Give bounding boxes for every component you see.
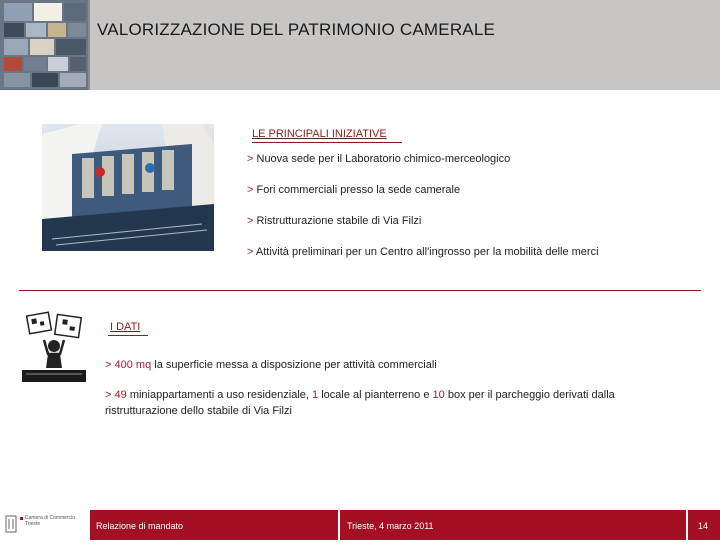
arrow-icon: >: [247, 184, 254, 196]
header-band: [0, 0, 720, 90]
paragraph-text: locale al pianterreno e: [321, 389, 430, 401]
section-heading-data: I DATI: [110, 321, 141, 333]
footer-separator: [338, 510, 340, 540]
initiative-item: [247, 184, 460, 196]
footer-report-label: Relazione di mandato: [96, 521, 184, 531]
header-photo-collage: [0, 0, 90, 90]
data-paragraph-units: [105, 387, 695, 403]
initiative-text: Fori commerciali presso la sede camerale: [256, 184, 461, 196]
footer-place-date: Trieste, 4 marzo 2011: [347, 521, 434, 531]
initiative-text: Ristrutturazione stabile di Via Filzi: [256, 215, 422, 227]
section-heading-underline: [252, 142, 402, 143]
paragraph-text: miniappartamenti a uso residenziale,: [129, 389, 309, 401]
section-heading-underline: [108, 335, 148, 336]
page-title: VALORIZZAZIONE DEL PATRIMONIO CAMERALE: [97, 20, 496, 39]
paragraph-text: la superficie messa a disposizione per attività commerciali: [154, 359, 437, 371]
arrow-icon: >: [247, 153, 254, 165]
paragraph-text: box per il parcheggio derivati dalla: [447, 389, 615, 401]
highlight-value: 49: [114, 389, 127, 401]
initiative-item: [247, 215, 421, 227]
initiative-text: Nuova sede per il Laboratorio chimico-merceologico: [256, 153, 511, 165]
building-photo: [42, 124, 214, 251]
initiative-item: [247, 246, 599, 258]
section-heading-initiatives: LE PRINCIPALI INIZIATIVE: [252, 128, 387, 140]
paragraph-continuation: ristrutturazione dello stabile di Via Filzi: [105, 405, 292, 417]
chamber-logo: [0, 510, 90, 540]
section-divider: [19, 290, 701, 291]
arrow-icon: >: [105, 359, 112, 371]
footer-separator: [686, 510, 688, 540]
data-illustration-icon: [20, 310, 88, 384]
page-number: 14: [698, 521, 709, 531]
arrow-icon: >: [247, 215, 254, 227]
arrow-icon: >: [247, 246, 254, 258]
highlight-value: 10: [432, 389, 445, 401]
data-paragraph-area: [105, 357, 437, 373]
highlight-value: 1: [312, 389, 319, 401]
arrow-icon: >: [105, 389, 112, 401]
initiative-item: [247, 153, 510, 165]
highlight-value: 400 mq: [114, 359, 152, 371]
initiative-text: Attività preliminari per un Centro all'ingrosso per la mobilità delle merci: [255, 246, 599, 258]
logo-text: Camera di Commercio Trieste: [25, 515, 76, 527]
